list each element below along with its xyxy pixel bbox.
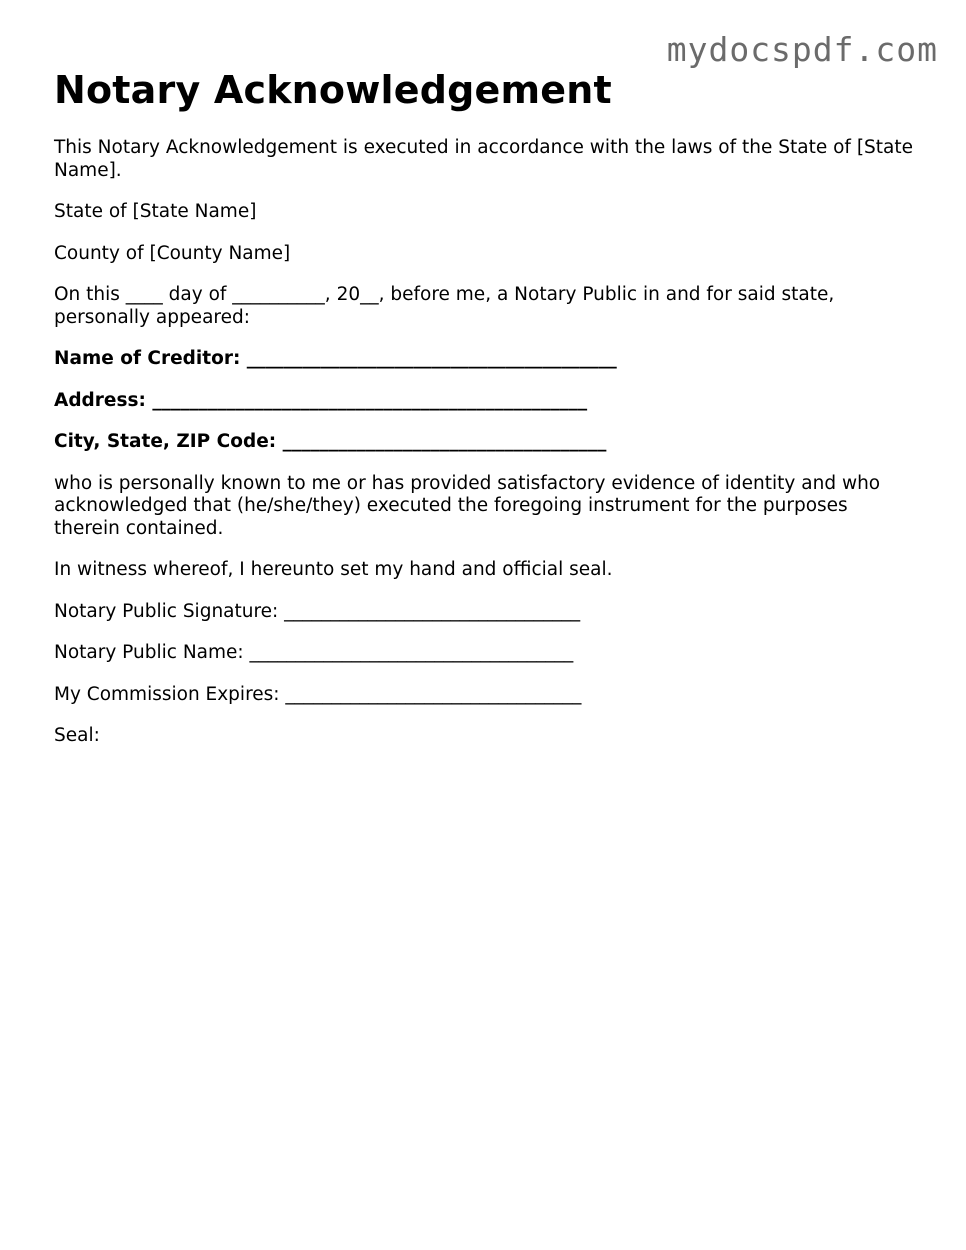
county-line: County of [County Name] (54, 242, 291, 264)
page-title: Notary Acknowledgement (54, 68, 612, 112)
address-field: Address: _______________________________________________ (54, 389, 588, 411)
document-page (54, 66, 914, 767)
seal-label: Seal: (54, 725, 100, 746)
intro-paragraph: This Notary Acknowledgement is executed in accordance with the laws of the State of [State Name]. (54, 137, 914, 181)
creditor-name-field: Name of Creditor: ________________________________________ (54, 348, 617, 369)
commission-expires-field: My Commission Expires: ________________________________ (54, 683, 582, 705)
state-line: State of [State Name] (54, 201, 257, 222)
watermark-text: mydocspdf.com (666, 30, 938, 69)
city-state-zip-field: City, State, ZIP Code: ___________________________________ (54, 431, 607, 452)
appearance-paragraph: On this ____ day of __________, 20__, before me, a Notary Public in and for said state, personally appeared: (54, 284, 835, 328)
notary-signature-field: Notary Public Signature: ________________________________ (54, 600, 581, 622)
witness-line: In witness whereof, I hereunto set my hand and official seal. (54, 559, 613, 580)
notary-name-field: Notary Public Name: ___________________________________ (54, 642, 574, 663)
identity-paragraph: who is personally known to me or has provided satisfactory evidence of identity and who acknowledged that (he/she/they) executed the foregoing instrument for the purposes therein contained. (54, 472, 881, 539)
